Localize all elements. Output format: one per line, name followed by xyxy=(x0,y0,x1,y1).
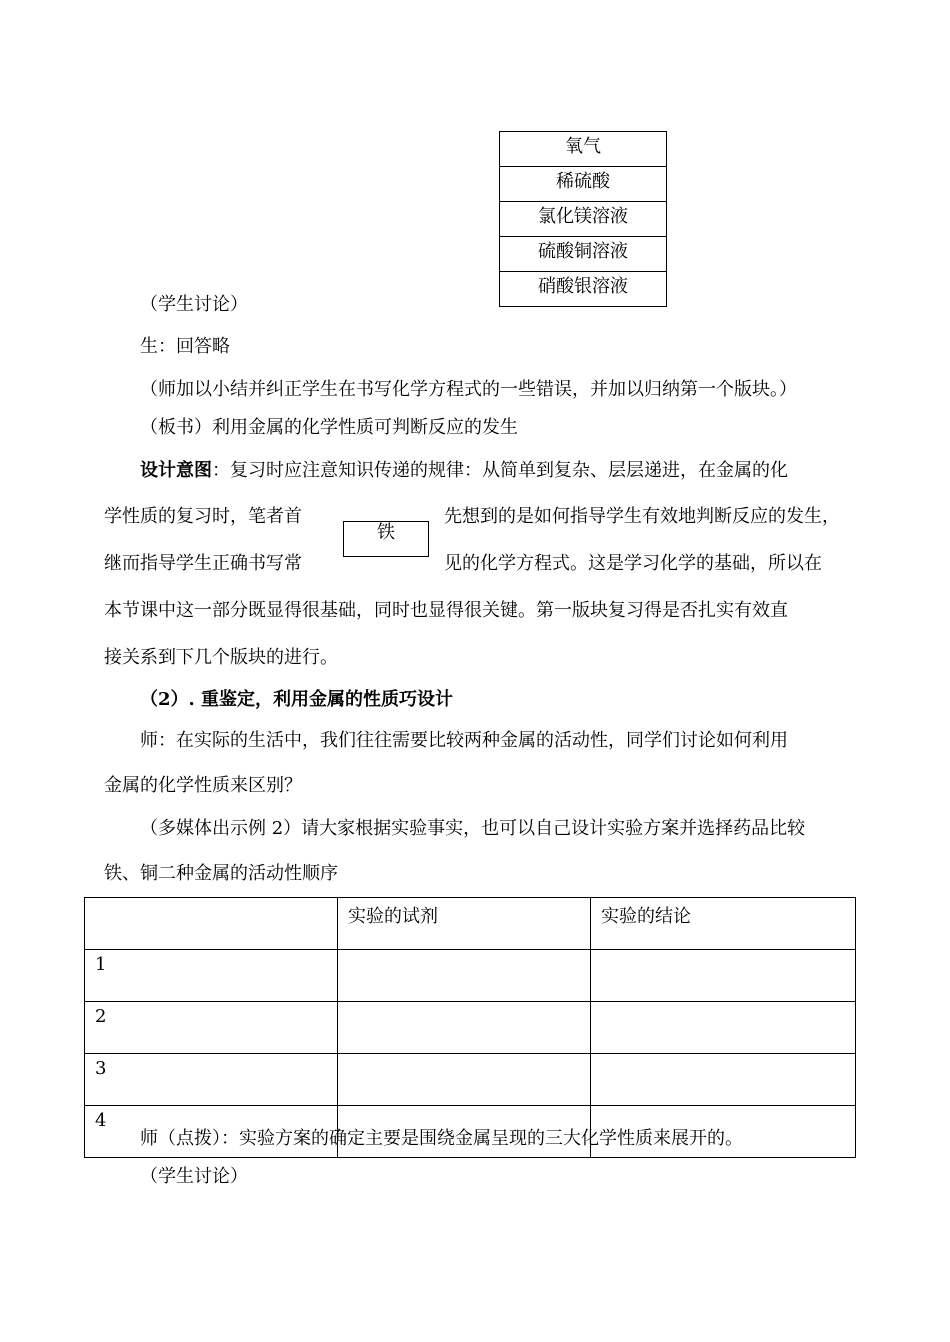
teacher-summary: （师加以小结并纠正学生在书写化学方程式的一些错误，并加以归纳第一个版块。） xyxy=(140,379,797,400)
design-intent-label: 设计意图 xyxy=(140,460,212,481)
table-row xyxy=(85,1054,856,1106)
design-intent-line3b: 见的化学方程式。这是学习化学的基础，所以在 xyxy=(444,553,822,574)
design-intent-line3a: 继而指导学生正确书写常 xyxy=(104,553,302,574)
row-number: 3 xyxy=(85,1054,338,1106)
experiment-table xyxy=(84,897,856,1158)
reagent-item: 氧气 xyxy=(500,132,666,167)
conclusion-cell xyxy=(591,950,856,1002)
row-number: 1 xyxy=(85,950,338,1002)
design-intent-line1 xyxy=(140,456,788,482)
reagent-item: 硝酸银溶液 xyxy=(538,276,628,297)
design-intent-line2b: 先想到的是如何指导学生有效地判断反应的发生， xyxy=(444,506,840,527)
conclusion-cell xyxy=(591,1054,856,1106)
table-header-cell xyxy=(85,898,338,950)
student-discussion-2: （学生讨论） xyxy=(140,1166,248,1187)
row-number: 4 xyxy=(85,1106,338,1158)
reagent-item: 稀硫酸 xyxy=(500,167,666,202)
design-intent-line4: 本节课中这一部分既显得很基础，同时也显得很关键。第一版块复习得是否扎实有效直 xyxy=(104,600,788,621)
reagent-cell xyxy=(338,1054,591,1106)
reagent-item: 氯化镁溶液 xyxy=(500,202,666,237)
conclusion-cell xyxy=(591,1002,856,1054)
teacher-hint: 师（点拨）：实验方案的确定主要是围绕金属呈现的三大化学性质来展开的。 xyxy=(140,1128,743,1149)
reagent-item: 硫酸铜溶液 xyxy=(500,237,666,272)
row-number: 2 xyxy=(85,1002,338,1054)
teacher-question-line1: 师：在实际的生活中，我们往往需要比较两种金属的活动性，同学们讨论如何利用 xyxy=(140,730,788,751)
example2-line1: （多媒体出示例 2）请大家根据实验事实，也可以自己设计实验方案并选择药品比较 xyxy=(140,818,806,839)
design-intent-text: ：复习时应注意知识传递的规律：从简单到复杂、层层递进，在金属的化 xyxy=(212,460,788,481)
table-row xyxy=(85,1002,856,1054)
example2-line2: 铁、铜二种金属的活动性顺序 xyxy=(104,863,338,884)
student-answer: 生：回答略 xyxy=(140,336,230,357)
reagent-list-box xyxy=(499,131,667,307)
teacher-question-line2: 金属的化学性质来区别？ xyxy=(104,775,302,796)
table-header-cell: 实验的试剂 xyxy=(338,898,591,950)
section-2-title: （2）. 重鉴定，利用金属的性质巧设计 xyxy=(140,689,454,710)
table-header-cell: 实验的结论 xyxy=(591,898,856,950)
table-header-row xyxy=(85,898,856,950)
design-intent-line2a: 学性质的复习时，笔者首 xyxy=(104,506,302,527)
student-discussion-1: （学生讨论） xyxy=(140,294,248,315)
design-intent-line5: 接关系到下几个版块的进行。 xyxy=(104,647,338,668)
blackboard-note: （板书）利用金属的化学性质可判断反应的发生 xyxy=(140,417,518,438)
reagent-cell xyxy=(338,1002,591,1054)
iron-box: 铁 xyxy=(343,521,429,557)
table-row xyxy=(85,950,856,1002)
reagent-cell xyxy=(338,950,591,1002)
